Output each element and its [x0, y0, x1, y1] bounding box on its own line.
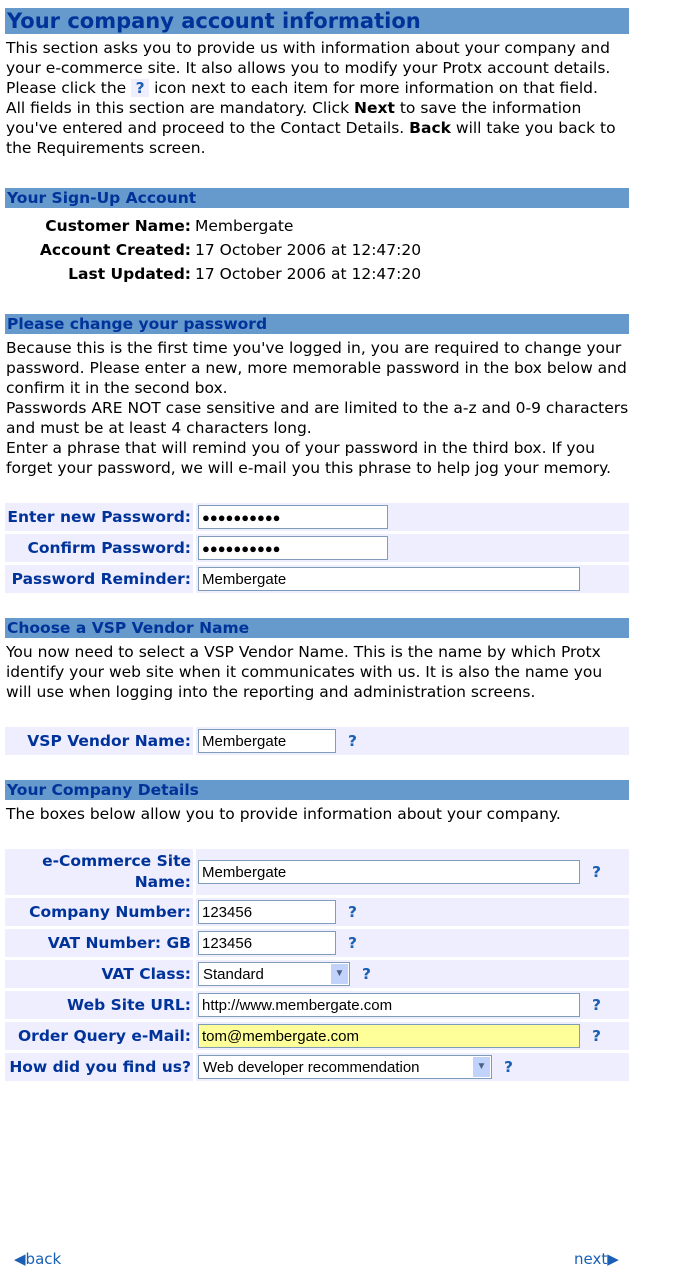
selected-value: Standard — [203, 965, 264, 983]
vsp-vendor-input[interactable] — [198, 729, 336, 753]
help-icon[interactable]: ? — [592, 995, 601, 1014]
vsp-text: You now need to select a VSP Vendor Name. This is the name by which Protx identify your web site when it communicates with us. It is also the name you will use when logging into the reporting and administration screens. — [6, 643, 603, 701]
help-icon[interactable]: ? — [592, 1026, 601, 1045]
next-word: Next — [353, 99, 395, 117]
password-text: Because this is the first time you've logged in, you are required to change your password. Please enter a new, more memorable password in the box below and confirm it in the second box. — [6, 339, 627, 397]
field-label: How did you find us? — [5, 1053, 196, 1081]
help-icon[interactable]: ? — [348, 902, 357, 921]
info-label: Last Updated: — [68, 265, 191, 283]
info-label: Account Created: — [39, 241, 191, 259]
intro-mandatory-text — [5, 98, 629, 158]
info-row — [5, 262, 629, 286]
vat-class-select[interactable] — [198, 962, 350, 986]
field-label: Order Query e-Mail: — [5, 1022, 196, 1050]
info-value: 17 October 2006 at 12:47:20 — [195, 265, 422, 283]
help-icon[interactable]: ? — [348, 933, 357, 952]
back-label: back — [25, 1250, 62, 1268]
left-arrow-icon: ◀ — [14, 1250, 26, 1268]
password-reminder-input[interactable] — [198, 567, 580, 591]
field-label: Web Site URL: — [5, 991, 196, 1019]
info-row — [5, 214, 629, 238]
vat-number-input[interactable] — [198, 931, 336, 955]
company-number-input[interactable] — [198, 900, 336, 924]
back-word: Back — [409, 119, 451, 137]
password-heading: Please change your password — [5, 314, 629, 334]
field-label: VAT Number: GB — [5, 929, 196, 957]
intro-text: This section asks you to provide us with information about your company and your e-commerce site. It also allows you to modify your Protx account details. — [6, 39, 611, 77]
chevron-down-icon: ▼ — [331, 964, 348, 984]
company-form — [5, 846, 629, 1084]
vsp-form — [5, 724, 629, 758]
field-label: VSP Vendor Name: — [5, 727, 196, 755]
intro-text-a: Please click the — [6, 79, 127, 97]
signup-info — [5, 214, 629, 286]
info-value: 17 October 2006 at 12:47:20 — [195, 241, 422, 259]
t: will take you back to the Requirements screen. — [6, 119, 616, 157]
password-text: Passwords ARE NOT case sensitive and are limited to the a-z and 0-9 characters and must be at least 4 characters long. — [6, 399, 629, 437]
field-label: Enter new Password: — [5, 503, 196, 531]
page-title: Your company account information — [5, 8, 629, 34]
info-value: Membergate — [195, 217, 294, 235]
order-email-input[interactable] — [198, 1024, 580, 1048]
back-link[interactable] — [14, 1250, 61, 1268]
help-icon: ? — [131, 79, 149, 97]
next-link[interactable] — [574, 1250, 619, 1268]
signup-heading: Your Sign-Up Account — [5, 188, 629, 208]
password-form — [5, 500, 629, 596]
field-label: e-Commerce Site Name: — [5, 849, 196, 895]
field-label: Company Number: — [5, 898, 196, 926]
t: All fields in this section are mandatory. Click — [6, 99, 350, 117]
t: to save the information you've entered and proceed to the Contact Details. — [6, 99, 582, 137]
company-text: The boxes below allow you to provide information about your company. — [6, 805, 561, 823]
field-label: Confirm Password: — [5, 534, 196, 562]
password-text: Enter a phrase that will remind you of your password in the third box. If you forget your password, we will e-mail you this phrase to help jog your memory. — [6, 439, 611, 477]
next-label: next — [574, 1250, 608, 1268]
selected-value: Web developer recommendation — [203, 1058, 420, 1076]
chevron-down-icon: ▼ — [473, 1057, 490, 1077]
info-row — [5, 238, 629, 262]
intro-help-text — [5, 78, 629, 98]
find-us-select[interactable] — [198, 1055, 492, 1079]
field-label: VAT Class: — [5, 960, 196, 988]
help-icon[interactable]: ? — [348, 731, 357, 750]
help-icon[interactable]: ? — [504, 1057, 513, 1076]
info-label: Customer Name: — [45, 217, 191, 235]
site-name-input[interactable] — [198, 860, 580, 884]
new-password-input[interactable] — [198, 505, 388, 529]
field-label: Password Reminder: — [5, 565, 196, 593]
right-arrow-icon: ▶ — [607, 1250, 619, 1268]
help-icon[interactable]: ? — [362, 964, 371, 983]
help-icon[interactable]: ? — [592, 862, 601, 881]
confirm-password-input[interactable] — [198, 536, 388, 560]
website-url-input[interactable] — [198, 993, 580, 1017]
vsp-heading: Choose a VSP Vendor Name — [5, 618, 629, 638]
intro-text-b: icon next to each item for more information on that field. — [154, 79, 598, 97]
company-heading: Your Company Details — [5, 780, 629, 800]
